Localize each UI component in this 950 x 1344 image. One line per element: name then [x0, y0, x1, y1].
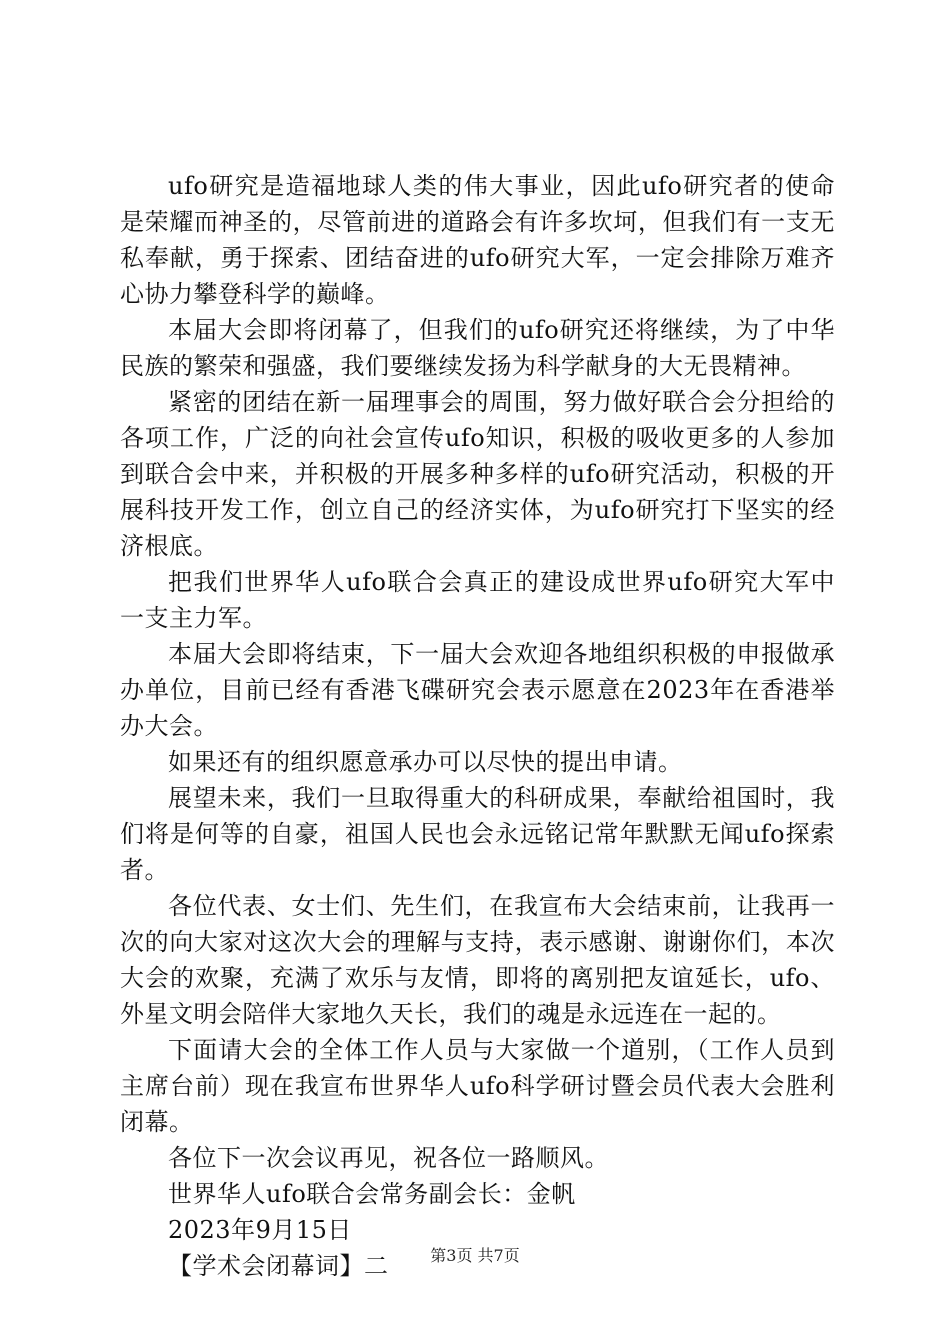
paragraph-next-host: 本届大会即将结束，下一届大会欢迎各地组织积极的申报做承办单位，目前已经有香港飞碟研究会表示愿意在2023年在香港举办大会。	[120, 640, 835, 740]
paragraph-unity: 紧密的团结在新一届理事会的周围，努力做好联合会分担给的各项工作，广泛的向社会宣传ufo知识，积极的吸收更多的人参加到联合会中来，并积极的开展多种多样的ufo研究活动，积极的开展科技开发工作，创立自己的经济实体，为ufo研究打下坚实的经济根底。	[120, 388, 835, 560]
page-number: 第3页 共7页	[430, 1246, 520, 1265]
paragraph-thanks: 各位代表、女士们、先生们，在我宣布大会结束前，让我再一次的向大家对这次大会的理解与支持，表示感谢、谢谢你们，本次大会的欢聚，充满了欢乐与友情，即将的离别把友谊延长，ufo、外星文明会陪伴大家地久天长，我们的魂是永远连在一起的。	[120, 892, 835, 1028]
paragraph-future: 展望未来，我们一旦取得重大的科研成果，奉献给祖国时，我们将是何等的自豪，祖国人民也会永远铭记常年默默无闻ufo探索者。	[120, 784, 835, 884]
document-body	[120, 168, 835, 1284]
paragraph-mission: ufo研究是造福地球人类的伟大事业，因此ufo研究者的使命是荣耀而神圣的，尽管前进的道路会有许多坎坷，但我们有一支无私奉献，勇于探索、团结奋进的ufo研究大军，一定会排除万难齐心协力攀登科学的巅峰。	[120, 172, 835, 308]
paragraph-apply: 如果还有的组织愿意承办可以尽快的提出申请。	[168, 748, 683, 776]
section-heading: 【学术会闭幕词】二	[168, 1252, 389, 1280]
paragraph-farewell: 下面请大会的全体工作人员与大家做一个道别，（工作人员到主席台前）现在我宣布世界华人ufo科学研讨暨会员代表大会胜利闭幕。	[120, 1036, 835, 1136]
paragraph-main-force: 把我们世界华人ufo联合会真正的建设成世界ufo研究大军中一支主力军。	[120, 568, 835, 632]
signature-line: 世界华人ufo联合会常务副会长：金帆	[168, 1180, 576, 1208]
paragraph-closing-continue: 本届大会即将闭幕了，但我们的ufo研究还将继续，为了中华民族的繁荣和强盛，我们要继续发扬为科学献身的大无畏精神。	[120, 316, 835, 380]
date-line: 2023年9月15日	[168, 1216, 352, 1244]
paragraph-goodbye: 各位下一次会议再见，祝各位一路顺风。	[168, 1144, 609, 1172]
